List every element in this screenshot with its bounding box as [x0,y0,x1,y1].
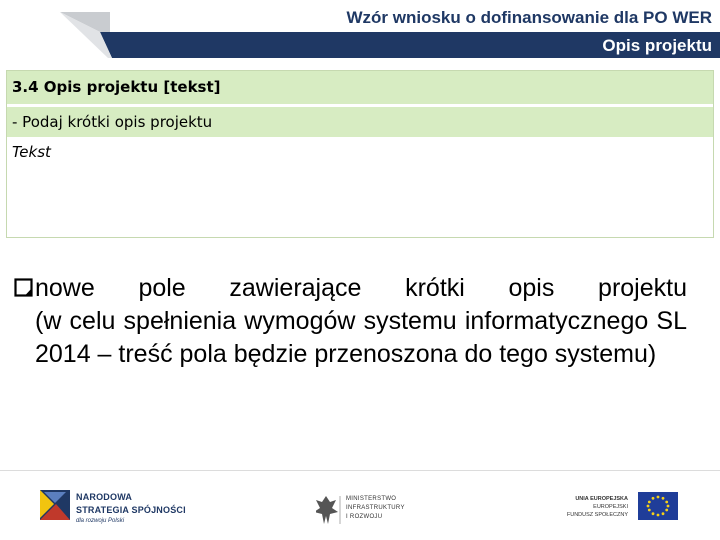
form-section-title-row [7,71,713,105]
section-subtitle: Opis projektu [602,36,712,55]
bullet-text-line1: nowe pole zawierające krótki opis projektu [35,274,687,302]
footer-divider [0,470,720,471]
field-value: Tekst [12,143,51,161]
form-hint-row [7,107,713,137]
eu-flag-icon [570,490,680,526]
form-hint: - Podaj krótki opis projektu [12,113,213,131]
nss-line3: dla rozwoju Polski [76,518,125,524]
ministry-line3: I ROZWOJU [346,514,383,520]
ministry-line1: MINISTERSTWO [346,496,397,502]
eu-line3: FUNDUSZ SPOŁECZNY [566,512,628,518]
nss-line1: NARODOWA [76,492,133,502]
bullet-text-continuation: (w celu spełnienia wymogów systemu informatycznego SL 2014 – treść pola będzie przenoszona do tego systemu) [35,307,687,368]
checkbox-bullet-icon [14,278,33,298]
description-text-field[interactable] [7,139,713,237]
ministry-line2: INFRASTRUKTURY [346,505,405,511]
form-section-title: 3.4 Opis projektu [tekst] [12,78,221,96]
nss-line2: STRATEGIA SPÓJNOŚCI [76,505,186,515]
eu-line2: EUROPEJSKI [593,504,628,510]
document-title: Wzór wniosku o dofinansowanie dla PO WER [346,8,712,27]
form-excerpt [6,70,714,238]
eu-line1: UNIA EUROPEJSKA [575,496,628,502]
